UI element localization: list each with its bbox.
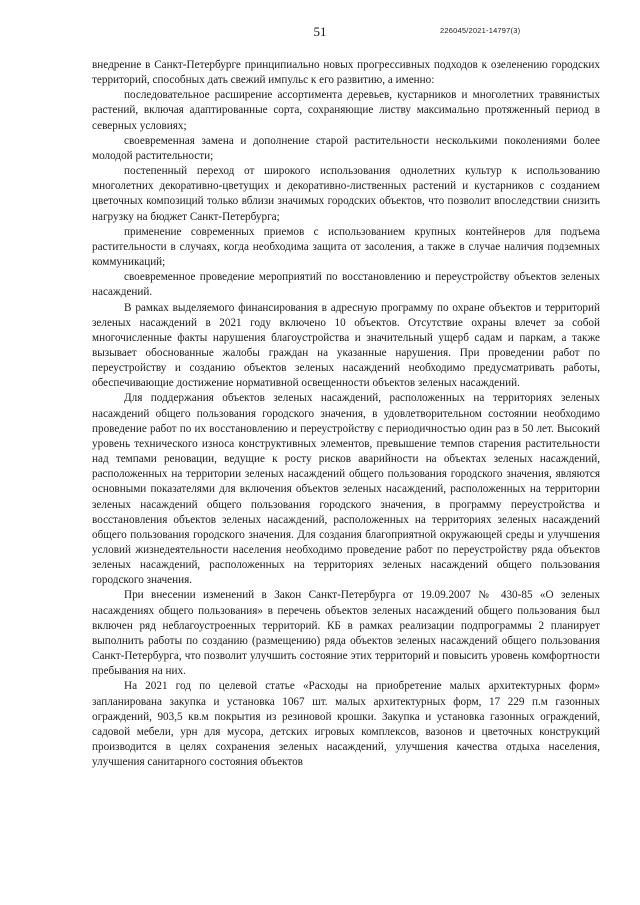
paragraph-intro: внедрение в Санкт-Петербурге принципиально новых прогрессивных подходов к озеленению городских территорий, способных дать свежий импульс к его развитию, а именно:: [92, 59, 600, 87]
list-item-transition: постепенный переход от широкого использования однолетних культур к использованию многолетних декоративно-цветущих и декоративно-лиственных растений и кустарников с созданием цветочных композиций только вблизи значимых городских объектов, что позволит впоследствии снизить нагрузку на бюджет Санкт-Петербурга;: [92, 165, 600, 223]
paragraph-protection-program: В рамках выделяемого финансирования в адресную программу по охране объектов и территорий зеленых насаждений в 2021 году включено 10 объектов. Отсутствие охраны влечет за собой многочисленные факты нарушения благоустройства и значительный ущерб садам и паркам, а также вызывает обоснованные жалобы граждан на указанные нарушения. При проведении работ по переустройству и созданию объектов зеленых насаждений необходимо предусматривать работы, обеспечивающие достижение нормативной освещенности объектов зеленых насаждений.: [92, 301, 600, 390]
list-item-replacement: своевременная замена и дополнение старой растительности несколькими поколениями более молодой растительности;: [92, 134, 600, 162]
paragraph-law-amendments: При внесении изменений в Закон Санкт-Петербурга от 19.09.2007 № 430-85 «О зеленых насаждениях общего пользования» в перечень объектов зеленых насаждений общего пользования был включен ряд неблагоустроенных территорий. КБ в рамках реализации подпрограммы 2 планирует выполнить работы по созданию (размещению) ряда объектов зеленых насаждений общего пользования Санкт-Петербурга, что позволит улучшить состояние этих территорий и повысить уровень комфортности пребывания на них.: [92, 589, 600, 678]
paragraph-small-forms: На 2021 год по целевой статье «Расходы на приобретение малых архитектурных форм» запланирована закупка и установка 1067 шт. малых архитектурных форм, 17 229 п.м газонных ограждений, 903,5 кв.м покрытия из резиновой крошки. Закупка и установка газонных ограждений, садовой мебели, урн для мусора, детских игровых комплексов, вазонов и цветочных конструкций производится в целях сохранения зеленых насаждений, улучшения качества отдыха населения, улучшения санитарного состояния объектов: [92, 680, 600, 769]
document-code: 226045/2021-14797(3): [440, 26, 521, 35]
paragraph-maintenance: Для поддержания объектов зеленых насаждений, расположенных на территориях зеленых насаждений общего пользования городского значения, в удовлетворительном состоянии необходимо проведение работ по их восстановлению и переустройству с периодичностью один раз в 50 лет. Высокий уровень технического износа конструктивных элементов, превышение темпов старения растительности над темпами реновации, ведущие к росту рисков аварийности на объектах зеленых насаждений, расположенных на территории зеленых насаждений общего пользования городского значения, являются основными показателями для включения объектов зеленых насаждений, расположенных на территории зеленых насаждений общего пользования городского значения, в программу переустройства и восстановления объектов зеленых насаждений, расположенных на территориях зеленых насаждений общего пользования городского значения. Для создания благоприятной окружающей среды и улучшения условий жизнедеятельности населения необходимо проведение работ по переустройству ряда объектов зеленых насаждений, расположенных на территориях зеленых насаждений общего пользования городского значения.: [92, 392, 600, 587]
document-body: [92, 58, 600, 770]
page-number: 51: [313, 24, 327, 39]
list-item-containers: применение современных приемов с использованием крупных контейнеров для подъема растительности в случаях, когда необходима защита от засоления, а также в случае наличия подземных коммуникаций;: [92, 225, 600, 269]
list-item-restoration: своевременное проведение мероприятий по восстановлению и переустройству объектов зеленых насаждений.: [92, 271, 600, 299]
list-item-assortment: последовательное расширение ассортимента деревьев, кустарников и многолетних травянистых растений, включая адаптированные сорта, сохраняющие листву максимально протяженный период в северных условиях;: [92, 89, 600, 132]
